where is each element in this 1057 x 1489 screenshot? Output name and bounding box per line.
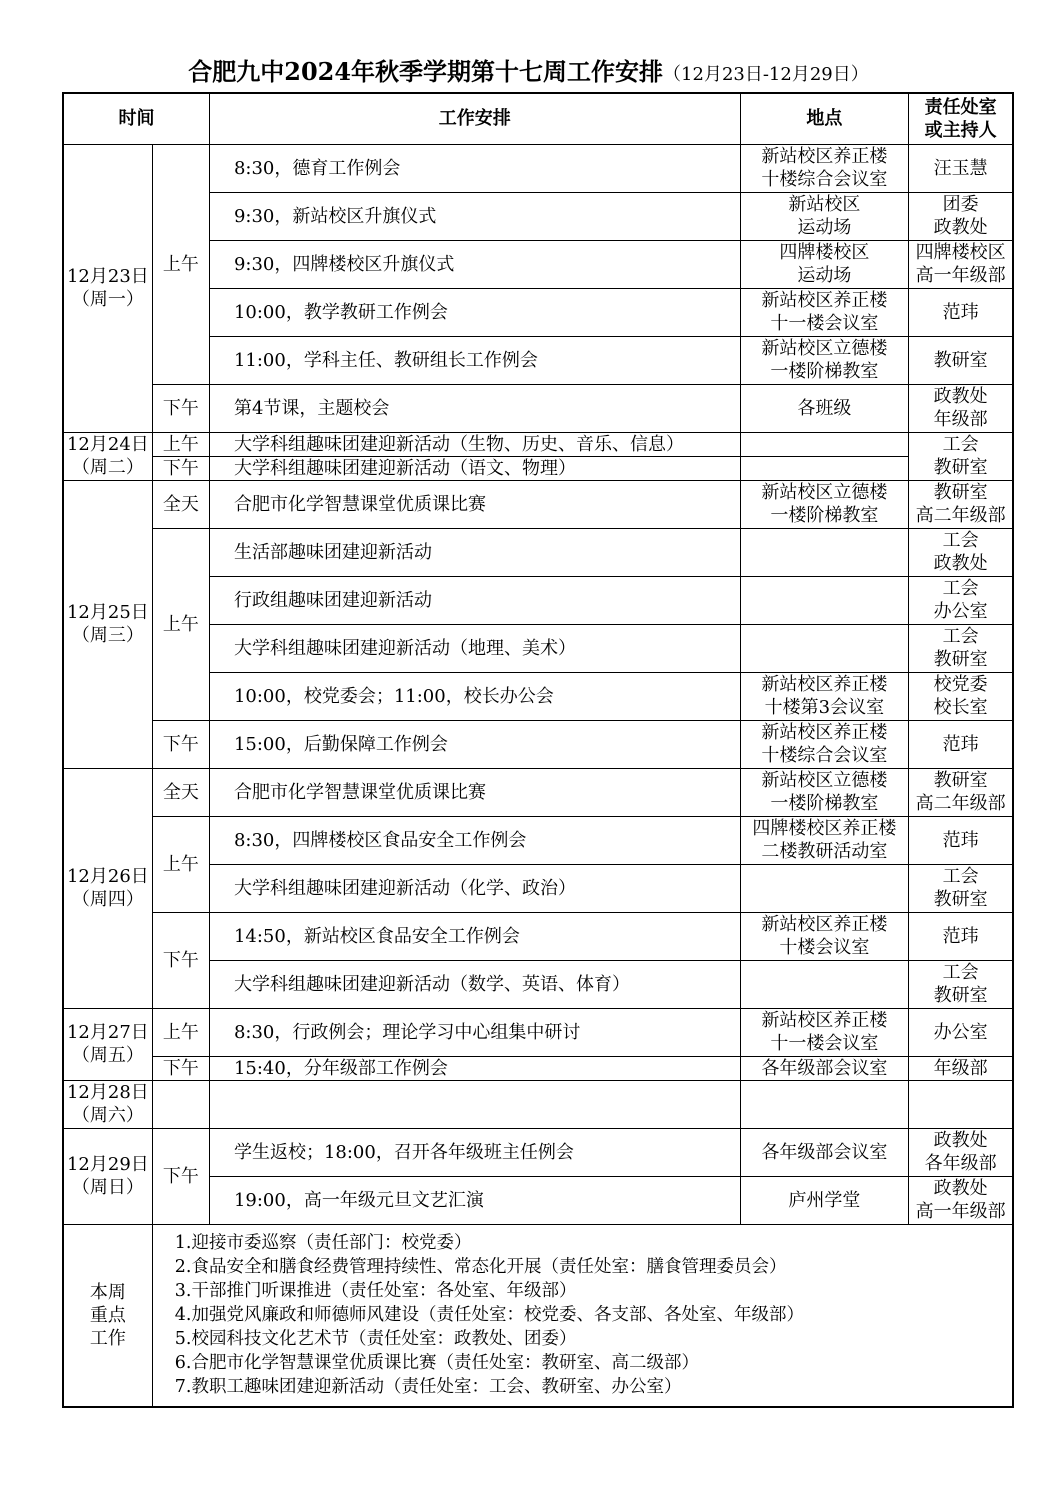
focus-label: 本周 重点 工作 — [63, 1224, 152, 1407]
responsible-cell: 范玮 — [909, 720, 1013, 768]
table-row — [63, 384, 1013, 432]
responsible-cell: 工会 教研室 — [909, 864, 1013, 912]
location-cell — [740, 1080, 909, 1128]
responsible-cell: 工会 教研室 — [909, 432, 1013, 480]
focus-row — [63, 1224, 1013, 1407]
work-cell: 第4节课，主题校会 — [209, 384, 740, 432]
responsible-cell: 教研室 高二年级部 — [909, 768, 1013, 816]
header-location: 地点 — [740, 93, 909, 144]
page-title — [0, 52, 1057, 95]
period-cell: 下午 — [152, 456, 209, 480]
location-cell: 新站校区立德楼 一楼阶梯教室 — [740, 768, 909, 816]
work-cell: 大学科组趣味团建迎新活动（生物、历史、音乐、信息） — [209, 432, 740, 456]
list-item: 7.教职工趣味团建迎新活动（责任处室：工会、教研室、办公室） — [174, 1377, 682, 1398]
work-cell: 8:30，行政例会；理论学习中心组集中研讨 — [209, 1008, 740, 1056]
responsible-cell: 团委 政教处 — [909, 192, 1013, 240]
period-cell: 下午 — [152, 912, 209, 1008]
day-cell: 12月25日 （周三） — [63, 480, 152, 768]
list-item: 2.食品安全和膳食经费管理持续性、常态化开展（责任处室：膳食管理委员会） — [174, 1257, 787, 1278]
work-cell: 11:00，学科主任、教研组长工作例会 — [209, 336, 740, 384]
title-date-range: （12月23日-12月29日） — [663, 64, 869, 85]
table-row — [63, 144, 1013, 192]
responsible-cell: 范玮 — [909, 912, 1013, 960]
table-row — [63, 1056, 1013, 1080]
header-time: 时间 — [63, 93, 209, 144]
work-cell: 8:30，德育工作例会 — [209, 144, 740, 192]
work-cell: 行政组趣味团建迎新活动 — [209, 576, 740, 624]
table-row — [63, 528, 1013, 576]
responsible-cell: 政教处 高一年级部 — [909, 1176, 1013, 1224]
location-cell: 新站校区养正楼 十楼综合会议室 — [740, 720, 909, 768]
location-cell: 庐州学堂 — [740, 1176, 909, 1224]
location-cell: 新站校区养正楼 十一楼会议室 — [740, 288, 909, 336]
location-cell — [740, 960, 909, 1008]
list-item: 1.迎接市委巡察（责任部门：校党委） — [174, 1233, 472, 1254]
responsible-cell: 工会 教研室 — [909, 624, 1013, 672]
title-main: 合肥九中2024年秋季学期第十七周工作安排 — [188, 57, 664, 86]
day-cell: 12月26日 （周四） — [63, 768, 152, 1008]
location-cell: 新站校区养正楼 十楼综合会议室 — [740, 144, 909, 192]
location-cell: 各年级部会议室 — [740, 1056, 909, 1080]
responsible-cell: 汪玉慧 — [909, 144, 1013, 192]
responsible-cell — [909, 1080, 1013, 1128]
location-cell — [740, 864, 909, 912]
period-cell: 上午 — [152, 528, 209, 720]
responsible-cell: 四牌楼校区 高一年级部 — [909, 240, 1013, 288]
responsible-cell: 政教处 年级部 — [909, 384, 1013, 432]
responsible-cell: 校党委 校长室 — [909, 672, 1013, 720]
table-row — [63, 480, 1013, 528]
table-row — [63, 456, 1013, 480]
location-cell: 新站校区立德楼 一楼阶梯教室 — [740, 336, 909, 384]
work-cell: 大学科组趣味团建迎新活动（数学、英语、体育） — [209, 960, 740, 1008]
work-cell: 生活部趣味团建迎新活动 — [209, 528, 740, 576]
table-row — [63, 720, 1013, 768]
period-cell: 全天 — [152, 768, 209, 816]
location-cell: 四牌楼校区养正楼 二楼教研活动室 — [740, 816, 909, 864]
table-row — [63, 1080, 1013, 1128]
work-cell: 大学科组趣味团建迎新活动（语文、物理） — [209, 456, 740, 480]
period-cell: 下午 — [152, 720, 209, 768]
work-cell — [209, 1080, 740, 1128]
period-cell: 下午 — [152, 1128, 209, 1224]
responsible-cell: 教研室 高二年级部 — [909, 480, 1013, 528]
work-cell: 大学科组趣味团建迎新活动（地理、美术） — [209, 624, 740, 672]
header-row — [63, 93, 1013, 144]
responsible-cell: 工会 办公室 — [909, 576, 1013, 624]
table-row — [63, 816, 1013, 864]
period-cell — [152, 1080, 209, 1128]
responsible-cell: 范玮 — [909, 288, 1013, 336]
responsible-cell: 办公室 — [909, 1008, 1013, 1056]
day-cell: 12月29日 （周日） — [63, 1128, 152, 1224]
table-row — [63, 1008, 1013, 1056]
header-work: 工作安排 — [209, 93, 740, 144]
list-item: 4.加强党风廉政和师德师风建设（责任处室：校党委、各支部、各处室、年级部） — [174, 1305, 804, 1326]
work-cell: 15:00，后勤保障工作例会 — [209, 720, 740, 768]
work-cell: 合肥市化学智慧课堂优质课比赛 — [209, 480, 740, 528]
work-cell: 合肥市化学智慧课堂优质课比赛 — [209, 768, 740, 816]
schedule-table — [62, 92, 1014, 1408]
work-cell: 10:00，教学教研工作例会 — [209, 288, 740, 336]
location-cell: 新站校区立德楼 一楼阶梯教室 — [740, 480, 909, 528]
location-cell: 各班级 — [740, 384, 909, 432]
work-cell: 学生返校；18:00，召开各年级班主任例会 — [209, 1128, 740, 1176]
table-row — [63, 1128, 1013, 1176]
period-cell: 上午 — [152, 432, 209, 456]
period-cell: 下午 — [152, 1056, 209, 1080]
responsible-cell: 政教处 各年级部 — [909, 1128, 1013, 1176]
responsible-cell: 年级部 — [909, 1056, 1013, 1080]
work-cell: 19:00，高一年级元旦文艺汇演 — [209, 1176, 740, 1224]
day-cell: 12月28日 （周六） — [63, 1080, 152, 1128]
period-cell: 上午 — [152, 144, 209, 384]
work-cell: 9:30，新站校区升旗仪式 — [209, 192, 740, 240]
day-cell: 12月27日 （周五） — [63, 1008, 152, 1080]
period-cell: 全天 — [152, 480, 209, 528]
period-cell: 下午 — [152, 384, 209, 432]
table-row — [63, 912, 1013, 960]
table-row — [63, 432, 1013, 456]
work-cell: 15:40，分年级部工作例会 — [209, 1056, 740, 1080]
header-responsible: 责任处室 或主持人 — [909, 93, 1013, 144]
work-cell: 10:00，校党委会；11:00，校长办公会 — [209, 672, 740, 720]
location-cell: 四牌楼校区 运动场 — [740, 240, 909, 288]
location-cell: 各年级部会议室 — [740, 1128, 909, 1176]
responsible-cell: 工会 政教处 — [909, 528, 1013, 576]
day-cell: 12月24日 （周二） — [63, 432, 152, 480]
location-cell — [740, 624, 909, 672]
period-cell: 上午 — [152, 1008, 209, 1056]
focus-list — [152, 1224, 1013, 1407]
location-cell: 新站校区养正楼 十楼第3会议室 — [740, 672, 909, 720]
location-cell — [740, 432, 909, 456]
location-cell — [740, 528, 909, 576]
responsible-cell: 范玮 — [909, 816, 1013, 864]
day-cell: 12月23日 （周一） — [63, 144, 152, 432]
responsible-cell: 教研室 — [909, 336, 1013, 384]
location-cell — [740, 456, 909, 480]
location-cell: 新站校区养正楼 十一楼会议室 — [740, 1008, 909, 1056]
work-cell: 14:50，新站校区食品安全工作例会 — [209, 912, 740, 960]
work-cell: 9:30，四牌楼校区升旗仪式 — [209, 240, 740, 288]
location-cell: 新站校区 运动场 — [740, 192, 909, 240]
responsible-cell: 工会 教研室 — [909, 960, 1013, 1008]
table-row — [63, 768, 1013, 816]
location-cell: 新站校区养正楼 十楼会议室 — [740, 912, 909, 960]
period-cell: 上午 — [152, 816, 209, 912]
work-cell: 8:30，四牌楼校区食品安全工作例会 — [209, 816, 740, 864]
work-cell: 大学科组趣味团建迎新活动（化学、政治） — [209, 864, 740, 912]
list-item: 5.校园科技文化艺术节（责任处室：政教处、团委） — [174, 1329, 577, 1350]
location-cell — [740, 576, 909, 624]
list-item: 6.合肥市化学智慧课堂优质课比赛（责任处室：教研室、高二级部） — [174, 1353, 699, 1374]
list-item: 3.干部推门听课推进（责任处室：各处室、年级部） — [174, 1281, 577, 1302]
